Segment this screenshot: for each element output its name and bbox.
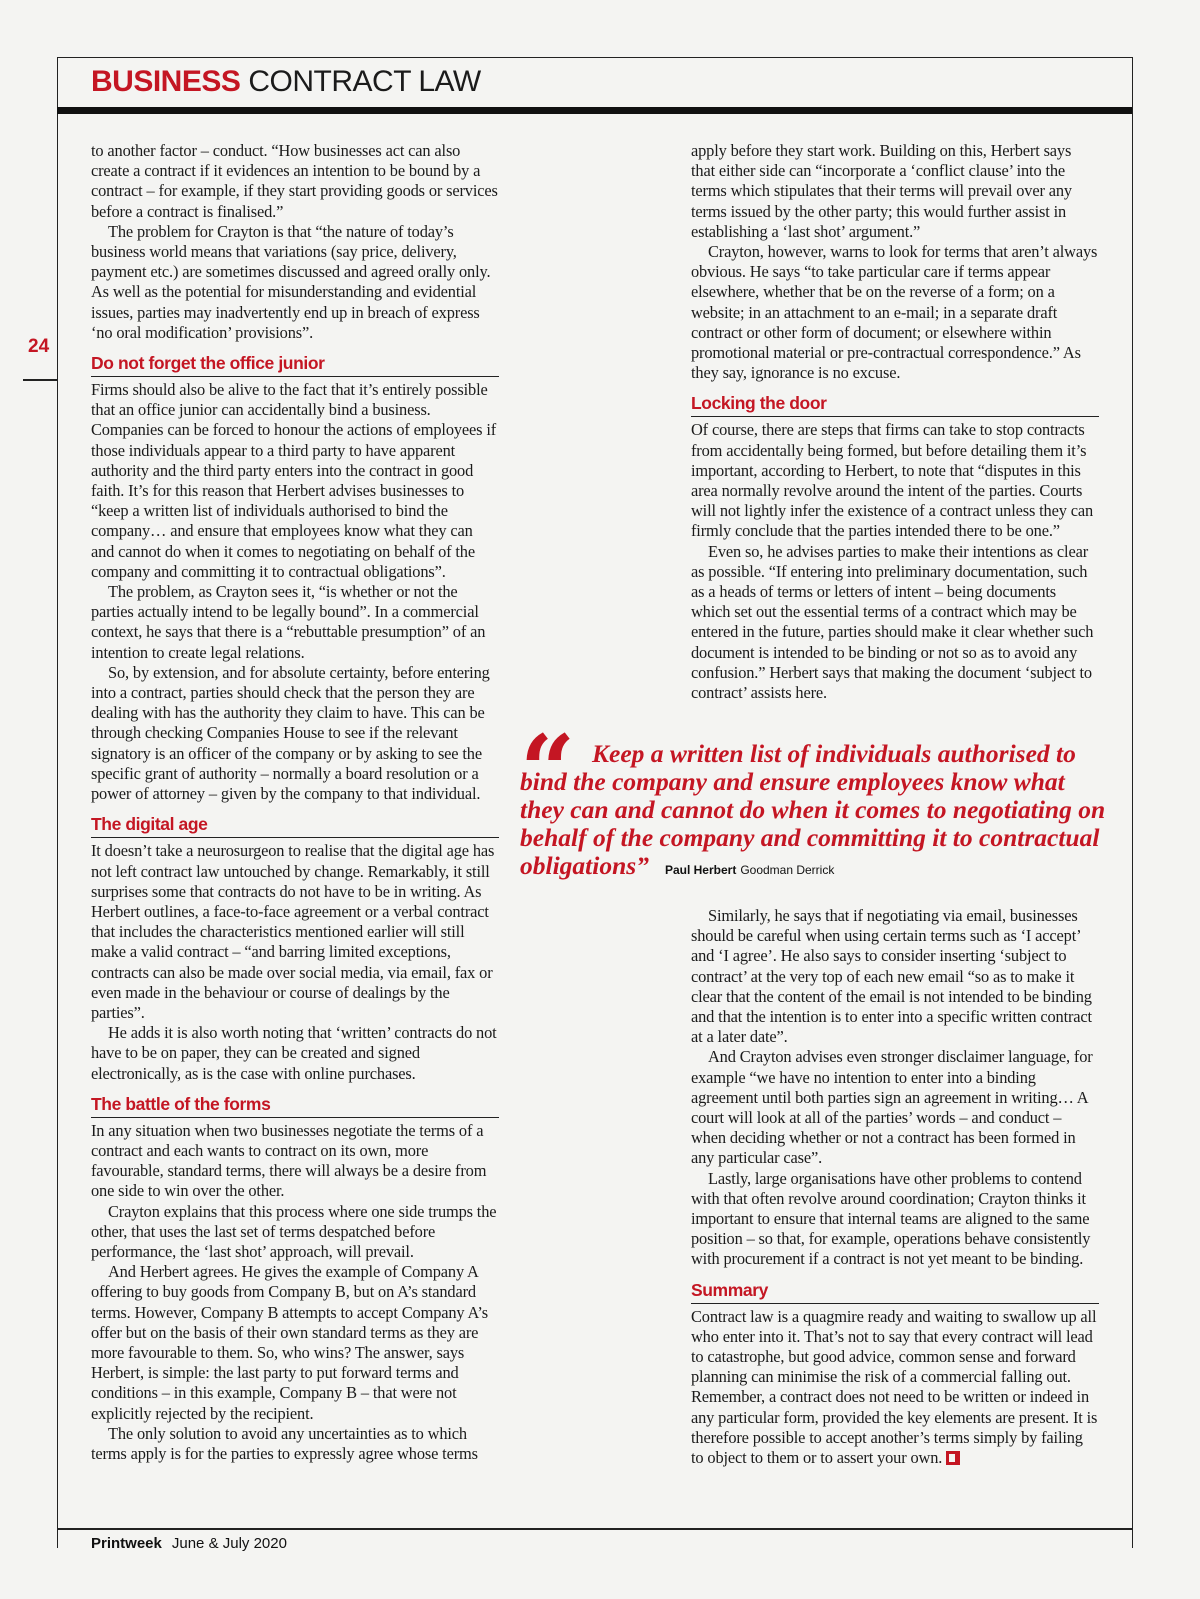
magazine-name: Printweek <box>91 1535 162 1552</box>
subheading-battle-of-forms: The battle of the forms <box>91 1093 499 1118</box>
topic-label: CONTRACT LAW <box>248 65 481 98</box>
summary-paragraph <box>691 1307 1099 1469</box>
subheading-locking-door: Locking the door <box>691 392 1099 417</box>
body-paragraph: Crayton, however, warns to look for terms that aren’t always obvious. He says “to take particular care if terms appear elsewhere, whether that be on the reverse of a form; on a website; in an attachment to an e-mail; in a separate draft contract or other form of document; or elsewhere within promotional material or pre-contractual correspondence.” As they say, ignorance is no excuse. <box>691 242 1098 383</box>
pull-quote-text <box>520 740 1110 884</box>
body-paragraph: It doesn’t take a neurosurgeon to realise that the digital age has not left contract law untouched by change. Remarkably, it still surprises some that contracts do not have to be in writing. As Herbert outlines, a face-to-face agreement or a verbal contract that includes the characteristics mentioned earlier will still make a valid contract – “and barring limited exceptions, contracts can also be made over social media, via email, fax or even made in the behaviour or course of dealings by the parties”. <box>91 841 495 1022</box>
issue-date: June & July 2020 <box>171 1535 287 1552</box>
body-paragraph: The problem for Crayton is that “the nature of today’s business world means that variations (say price, delivery, payment etc.) are sometimes discussed and agreed orally only. As well as the potential for misunderstanding and evidential issues, parties may inadvertently end up in breach of express ‘no oral modification’ provisions”. <box>91 221 491 342</box>
footer-rule <box>57 1528 1132 1530</box>
body-paragraph: Similarly, he says that if negotiating via email, businesses should be careful when using certain terms such as ‘I accept’ and ‘I agree’. He also says to consider inserting ‘subject to contract’ at the very top of each new email “so as to make it clear that the content of the email is not intended to be binding and that the intention is to enter into a specific written contract at a later date”. <box>691 906 1092 1047</box>
quote-company: Goodman Derrick <box>740 863 835 877</box>
pull-quote <box>520 714 1110 884</box>
subheading-digital-age: The digital age <box>91 813 499 838</box>
subheading-office-junior: Do not forget the office junior <box>91 352 499 377</box>
quote-mark-icon: “ <box>520 714 576 827</box>
right-column-top <box>691 141 1099 703</box>
end-of-article-icon <box>946 1451 960 1465</box>
body-paragraph: apply before they start work. Building on this, Herbert says that either side can “incorporate a ‘conflict clause’ into the terms which stipulates that their terms will prevail over any terms issued by the other party; this would further assist in establishing a ‘last shot’ argument.” <box>691 141 1072 241</box>
page-number: 24 <box>28 336 50 357</box>
body-paragraph: Of course, there are steps that firms can take to stop contracts from accidentally being formed, but before detailing them it’s important, according to Herbert, to note that “disputes in this area normally revolve around the intent of the parties. Courts will not lightly infer the existence of a contract unless they can firmly conclude that the parties intended there to be one.” <box>691 420 1094 541</box>
body-paragraph: In any situation when two businesses negotiate the terms of a contract and each wants to contract on its own, more favourable, standard terms, there will always be a desire from one side to win over the other. <box>91 1120 487 1201</box>
body-paragraph: And Crayton advises even stronger disclaimer language, for example “we have no intention to enter into a binding agreement until both parties sign an agreement in writing… A court will look at all of the parties’ words – and conduct – when deciding whether or not a contract has been formed in any particular case”. <box>691 1047 1093 1168</box>
summary-text: Contract law is a quagmire ready and waiting to swallow up all who enter into it. That’s not to say that every contract will lead to catastrophe, but good advice, common sense and forward planning can minimise the risk of a commercial falling out. Remember, a contract does not need to be written or indeed in any particular form, provided the key elements are present. It is therefore possible to accept another’s terms simply by failing to object to them or to assert your own. <box>691 1306 1098 1468</box>
body-paragraph: Firms should also be alive to the fact that it’s entirely possible that an office junior can accidentally bind a business. Companies can be forced to honour the actions of employees if those individuals appear to a third party to have apparent authority and the third party enters into the contract in good faith. It’s for this reason that Herbert advises businesses to “keep a written list of individuals authorised to bind the company… and ensure that employees know what they can and cannot do when it comes to negotiating on behalf of the company and committing it to contractual obligations”. <box>91 380 497 581</box>
page-footer <box>91 1535 287 1553</box>
header-rule <box>57 107 1132 114</box>
pull-quote-attribution <box>665 851 834 880</box>
subheading-summary: Summary <box>691 1279 1099 1304</box>
body-paragraph: The problem, as Crayton sees it, “is whether or not the parties actually intend to be legally bound”. In a commercial context, he says that there is a “rebuttable presumption” of an intention to create legal relations. <box>91 582 486 662</box>
page-number-rule <box>23 379 57 381</box>
body-paragraph: Even so, he advises parties to make their intentions as clear as possible. “If entering into preliminary documentation, such as a heads of terms or letters of intent – being documents which set out the essential terms of a contract which may be entered in the future, parties should make it clear whether such document is intended to be binding or not so as to avoid any confusion.” Herbert says that making the document ‘subject to contract’ assists here. <box>691 541 1094 703</box>
page-header <box>91 65 481 105</box>
body-paragraph: So, by extension, and for absolute certainty, before entering into a contract, parties should check that the person they are dealing with has the authority they claim to have. This can be through checking Companies House to see if the relevant signatory is an officer of the company or by asking to see the specific grant of authority – normally a board resolution or a power of attorney – given by the company to that individual. <box>91 662 490 804</box>
body-paragraph: And Herbert agrees. He gives the example of Company A offering to buy goods from Company B, but on A’s standard terms. However, Company B attempts to accept Company A’s offer but on the basis of their own standard terms as they are more favourable to them. So, who wins? The answer, says Herbert, is simple: the last party to put forward terms and conditions – in this example, Company B – that were not explicitly rejected by the recipient. <box>91 1262 488 1423</box>
body-paragraph: He adds it is also worth noting that ‘written’ contracts do not have to be on paper, they can be created and signed electronically, as is the case with online purchases. <box>91 1023 497 1083</box>
body-paragraph: The only solution to avoid any uncertainties as to which terms apply is for the parties to expressly agree whose terms <box>91 1423 478 1463</box>
quote-author: Paul Herbert <box>664 863 737 877</box>
body-paragraph: to another factor – conduct. “How businesses act can also create a contract if it evidences an intention to be bound by a contract – for example, if they start providing goods or services before a contract is finalised.” <box>91 141 498 221</box>
right-column-bottom <box>691 906 1099 1468</box>
section-label: BUSINESS <box>91 65 241 98</box>
body-paragraph: Lastly, large organisations have other problems to contend with that often revolve around coordination; Crayton thinks it important to ensure that internal teams are aligned to the same position – so that, for example, operations behave consistently with procurement if a contract is not yet meant to be binding. <box>691 1168 1091 1269</box>
pull-quote-body: Keep a written list of individuals authorised to bind the company and ensure employees know what they can and cannot do when it comes to negotiating on behalf of the company and committing it to contractual obligations” <box>520 739 1106 880</box>
body-paragraph: Crayton explains that this process where one side trumps the other, that uses the last set of terms despatched before performance, the ‘last shot’ approach, will prevail. <box>91 1201 497 1261</box>
left-column <box>91 141 499 1464</box>
